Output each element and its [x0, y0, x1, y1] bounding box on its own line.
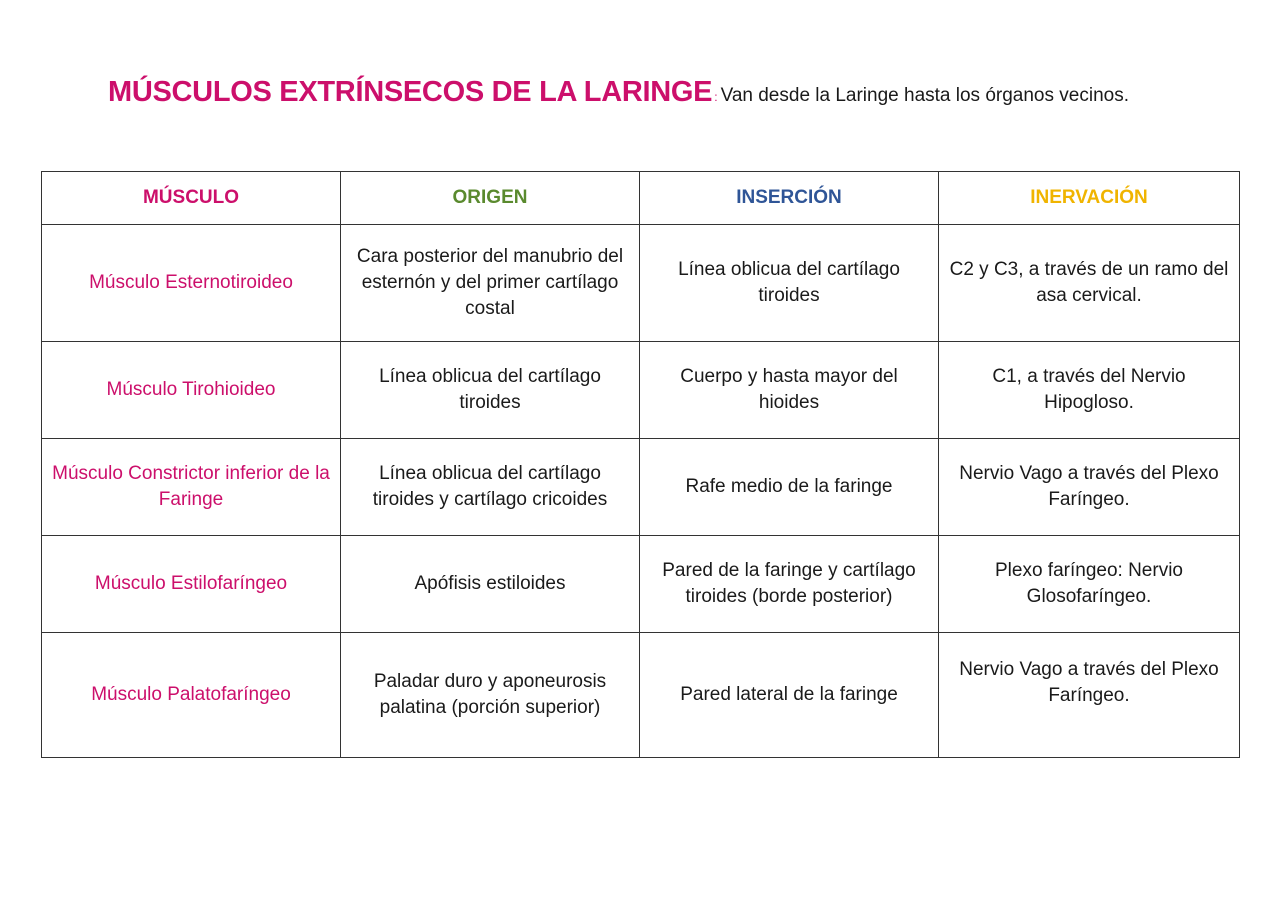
cell-musculo: Músculo Palatofaríngeo — [42, 633, 341, 758]
cell-musculo: Músculo Esternotiroideo — [42, 225, 341, 342]
table-row — [42, 536, 1240, 633]
cell-musculo: Músculo Constrictor inferior de la Faringe — [42, 439, 341, 536]
cell-origen: Línea oblicua del cartílago tiroides y cartílago cricoides — [341, 439, 640, 536]
cell-inervacion: Plexo faríngeo: Nervio Glosofaríngeo. — [939, 536, 1240, 633]
muscles-table — [41, 171, 1240, 758]
cell-inervacion: Nervio Vago a través del Plexo Faríngeo. — [939, 633, 1240, 758]
title-main: MÚSCULOS EXTRÍNSECOS DE LA LARINGE — [108, 76, 713, 108]
cell-insercion: Pared de la faringe y cartílago tiroides (borde posterior) — [640, 536, 939, 633]
cell-inervacion: C1, a través del Nervio Hipogloso. — [939, 342, 1240, 439]
cell-insercion: Línea oblicua del cartílago tiroides — [640, 225, 939, 342]
cell-origen: Apófisis estiloides — [341, 536, 640, 633]
table-row — [42, 225, 1240, 342]
column-header-musculo: MÚSCULO — [42, 172, 341, 225]
column-header-insercion: INSERCIÓN — [640, 172, 939, 225]
table-header-row — [42, 172, 1240, 225]
table-row — [42, 439, 1240, 536]
cell-origen: Línea oblicua del cartílago tiroides — [341, 342, 640, 439]
cell-inervacion: Nervio Vago a través del Plexo Faríngeo. — [939, 439, 1240, 536]
cell-musculo: Músculo Tirohioideo — [42, 342, 341, 439]
title-description: Van desde la Laringe hasta los órganos vecinos. — [720, 85, 1129, 106]
title-colon: : — [714, 90, 718, 104]
column-header-origen: ORIGEN — [341, 172, 640, 225]
page-title — [108, 76, 1129, 109]
column-header-inervacion: INERVACIÓN — [939, 172, 1240, 225]
cell-insercion: Pared lateral de la faringe — [640, 633, 939, 758]
table-row — [42, 633, 1240, 758]
table-row — [42, 342, 1240, 439]
cell-origen: Cara posterior del manubrio del esternón y del primer cartílago costal — [341, 225, 640, 342]
cell-origen: Paladar duro y aponeurosis palatina (porción superior) — [341, 633, 640, 758]
cell-insercion: Cuerpo y hasta mayor del hioides — [640, 342, 939, 439]
cell-insercion: Rafe medio de la faringe — [640, 439, 939, 536]
cell-inervacion: C2 y C3, a través de un ramo del asa cervical. — [939, 225, 1240, 342]
cell-musculo: Músculo Estilofaríngeo — [42, 536, 341, 633]
